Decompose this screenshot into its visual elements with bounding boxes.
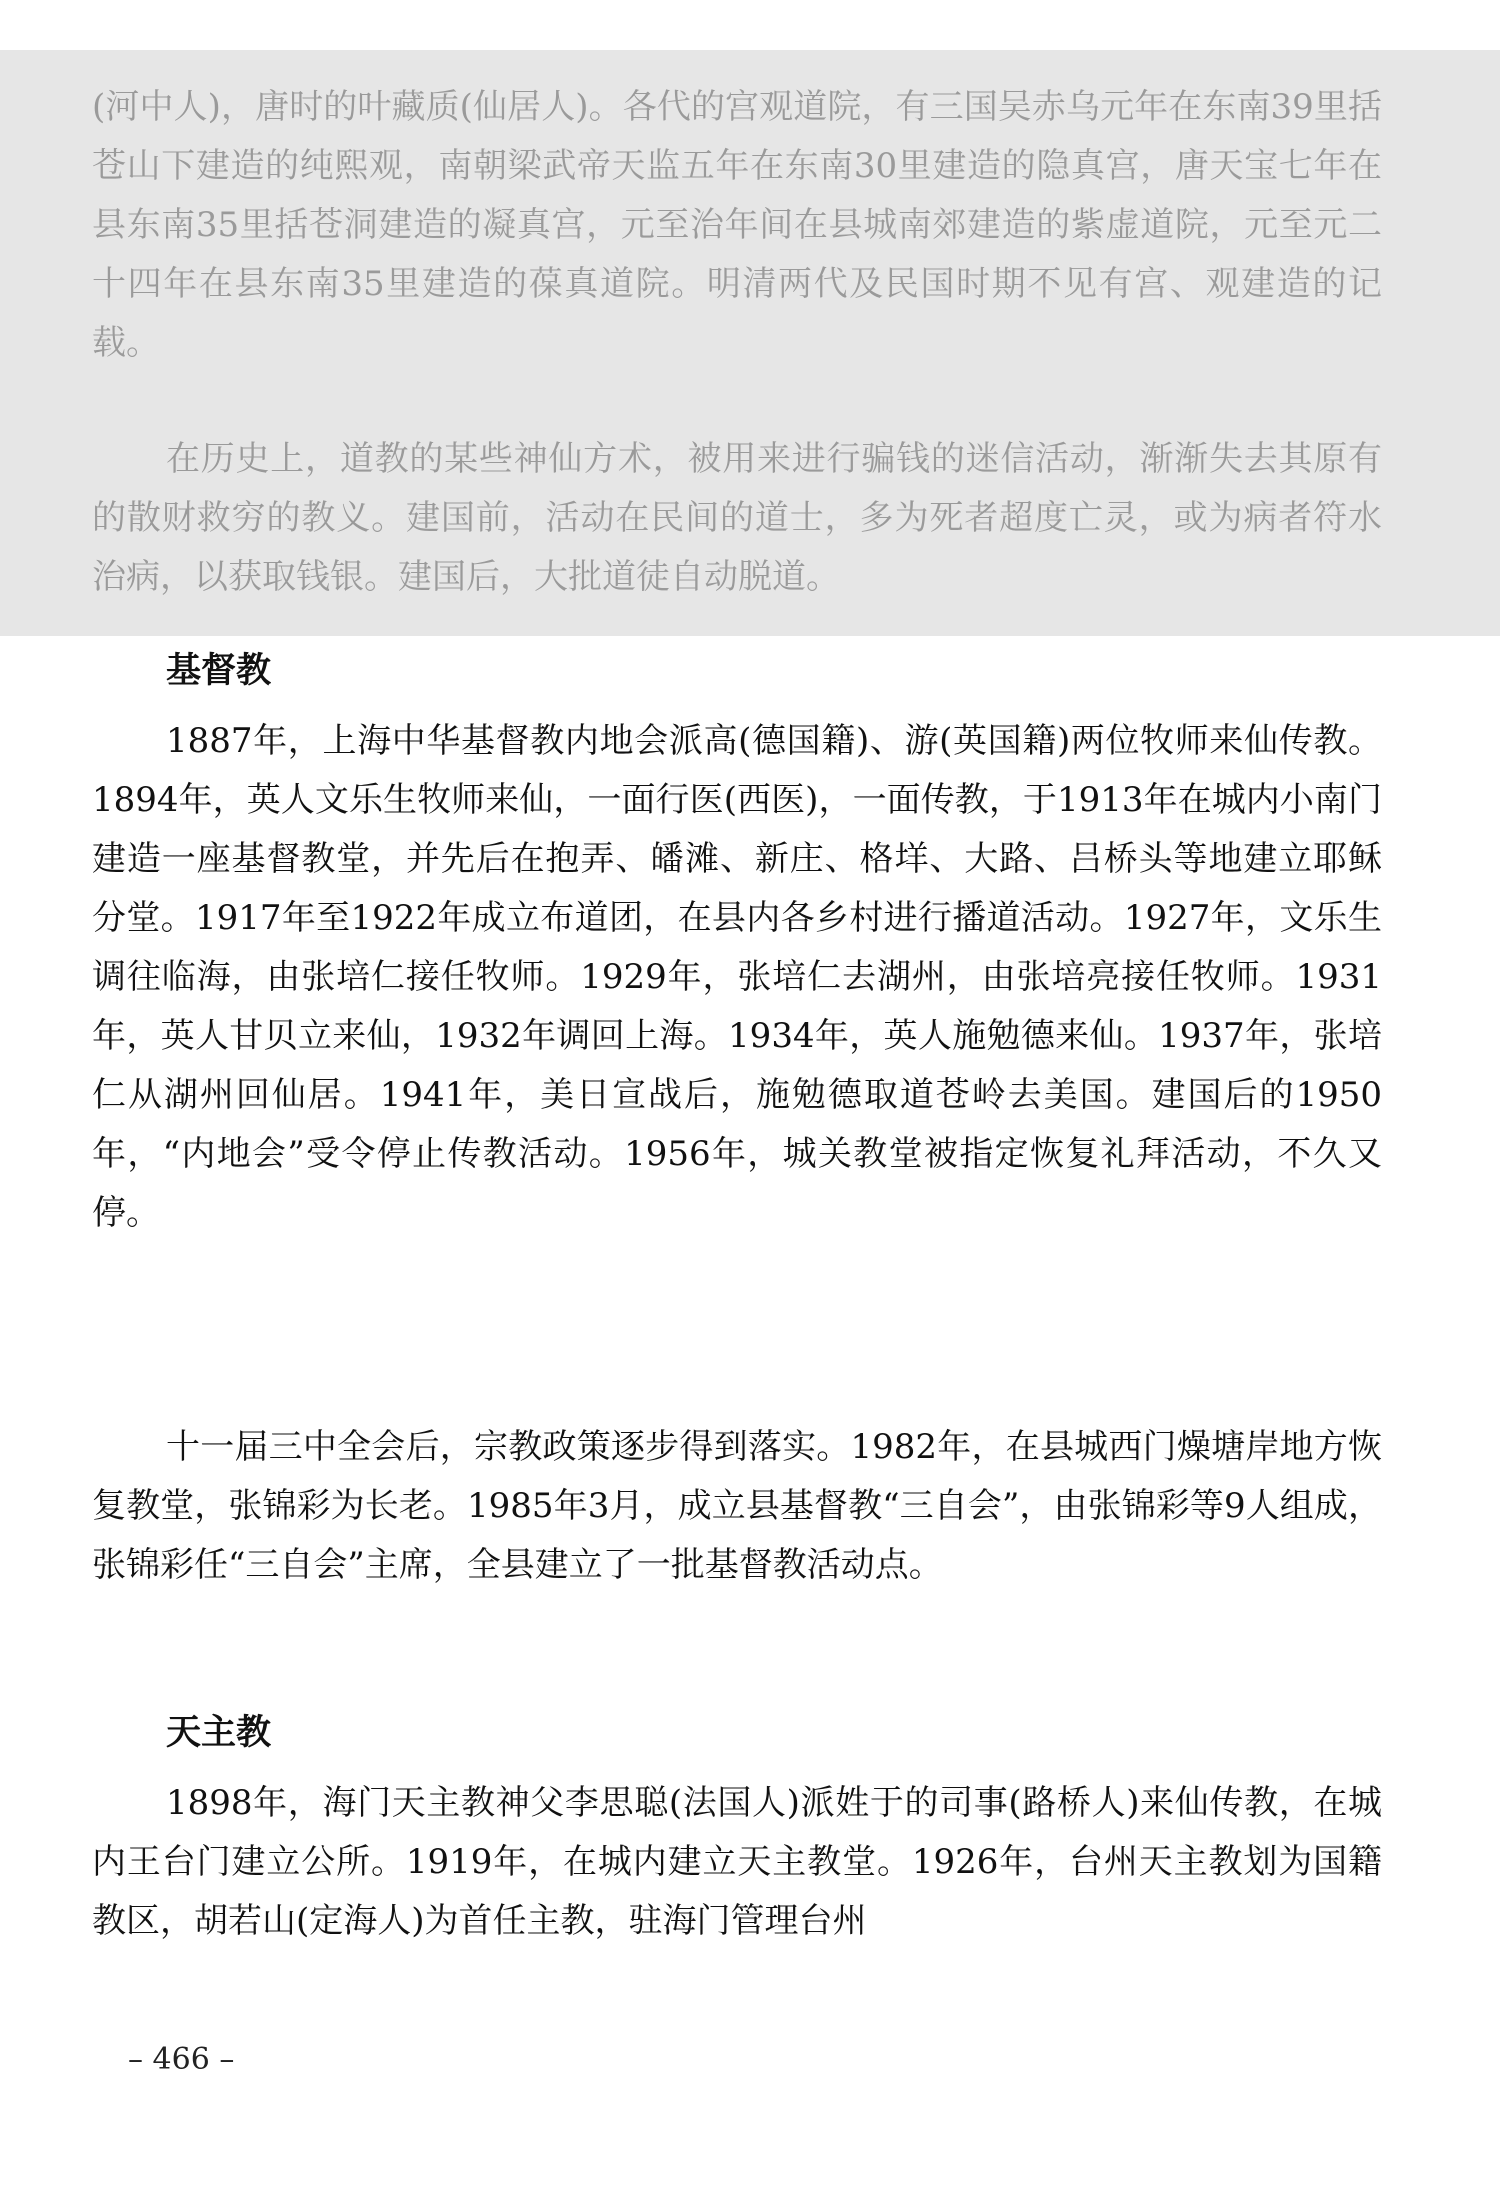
section-heading-christianity: 基督教	[166, 651, 272, 691]
taoism-decline-paragraph: 在历史上，道教的某些神仙方术，被用来进行骗钱的迷信活动，渐渐失去其原有的散财救穷的教义。建国前，活动在民间的道士，多为死者超度亡灵，或为病者符水治病，以获取钱银。建国后，大批道徒自动脱道。	[92, 439, 1382, 597]
christianity-reform-paragraph: 十一届三中全会后，宗教政策逐步得到落实。1982年，在县城西门燥塘岸地方恢复教堂，张锦彩为长老。1985年3月，成立县基督教“三自会”，由张锦彩等9人组成，张锦彩任“三自会”主席，全县建立了一批基督教活动点。	[92, 1427, 1382, 1585]
section-heading-catholicism: 天主教	[166, 1713, 272, 1753]
catholicism-history-paragraph: 1898年，海门天主教神父李思聪(法国人)派姓于的司事(路桥人)来仙传教，在城内王台门建立公所。1919年，在城内建立天主教堂。1926年，台州天主教划为国籍教区，胡若山(定海人)为首任主教，驻海门管理台州	[92, 1783, 1382, 1941]
christianity-history-paragraph: 1887年，上海中华基督教内地会派高(德国籍)、游(英国籍)两位牧师来仙传教。1894年，英人文乐生牧师来仙，一面行医(西医)，一面传教，于1913年在城内小南门建造一座基督教堂，并先后在抱弄、皤滩、新庄、格垟、大路、吕桥头等地建立耶稣分堂。1917年至1922年成立布道团，在县内各乡村进行播道活动。1927年，文乐生调往临海，由张培仁接任牧师。1929年，张培仁去湖州，由张培亮接任牧师。1931年，英人甘贝立来仙，1932年调回上海。1934年，英人施勉德来仙。1937年，张培仁从湖州回仙居。1941年，美日宣战后，施勉德取道苍岭去美国。建国后的1950年，“内地会”受令停止传教活动。1956年，城关教堂被指定恢复礼拜活动，不久又停。	[92, 721, 1382, 1233]
page-number: – 466 –	[128, 2042, 235, 2077]
taoism-temples-paragraph: (河中人)，唐时的叶藏质(仙居人)。各代的宫观道院，有三国吴赤乌元年在东南39里括苍山下建造的纯熙观，南朝梁武帝天监五年在东南30里建造的隐真宫，唐天宝七年在县东南35里括苍洞建造的凝真宫，元至治年间在县城南郊建造的紫虚道院，元至元二十四年在县东南35里建造的葆真道院。明清两代及民国时期不见有宫、观建造的记载。	[92, 87, 1382, 363]
